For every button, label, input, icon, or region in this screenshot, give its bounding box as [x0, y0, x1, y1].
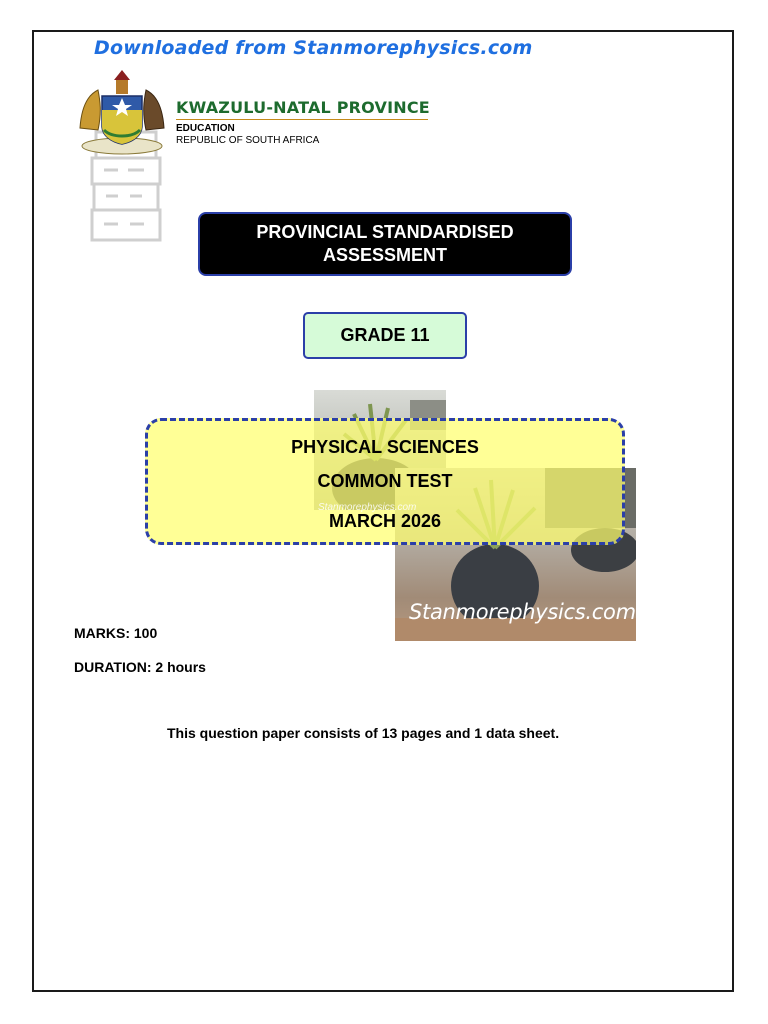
marks-label: MARKS: 100	[74, 625, 158, 641]
test-date: MARCH 2026	[328, 511, 442, 531]
duration-label: DURATION: 2 hours	[74, 659, 206, 675]
download-banner[interactable]: Downloaded from Stanmorephysics.com	[94, 37, 533, 59]
assessment-title-line1: PROVINCIAL STANDARDISED	[256, 222, 514, 242]
department-label: EDUCATION	[176, 123, 235, 134]
subject-box	[145, 418, 625, 545]
test-type: COMMON TEST	[317, 471, 453, 491]
watermark-large: Stanmorephysics.com	[409, 600, 636, 624]
province-name: KWAZULU-NATAL PROVINCE	[176, 98, 430, 117]
pages-note: This question paper consists of 13 pages and 1 data sheet.	[167, 725, 560, 741]
header-divider	[176, 119, 428, 120]
province-header	[176, 98, 430, 147]
coat-of-arms-icon	[72, 68, 172, 158]
subject-name: PHYSICAL SCIENCES	[291, 437, 479, 457]
country-label: REPUBLIC OF SOUTH AFRICA	[176, 135, 320, 146]
assessment-title-line2: ASSESSMENT	[322, 245, 448, 265]
grade-box: GRADE 11	[303, 312, 467, 359]
assessment-title-box	[198, 212, 572, 276]
watermark-small: Stanmorephysics.com	[318, 502, 417, 513]
